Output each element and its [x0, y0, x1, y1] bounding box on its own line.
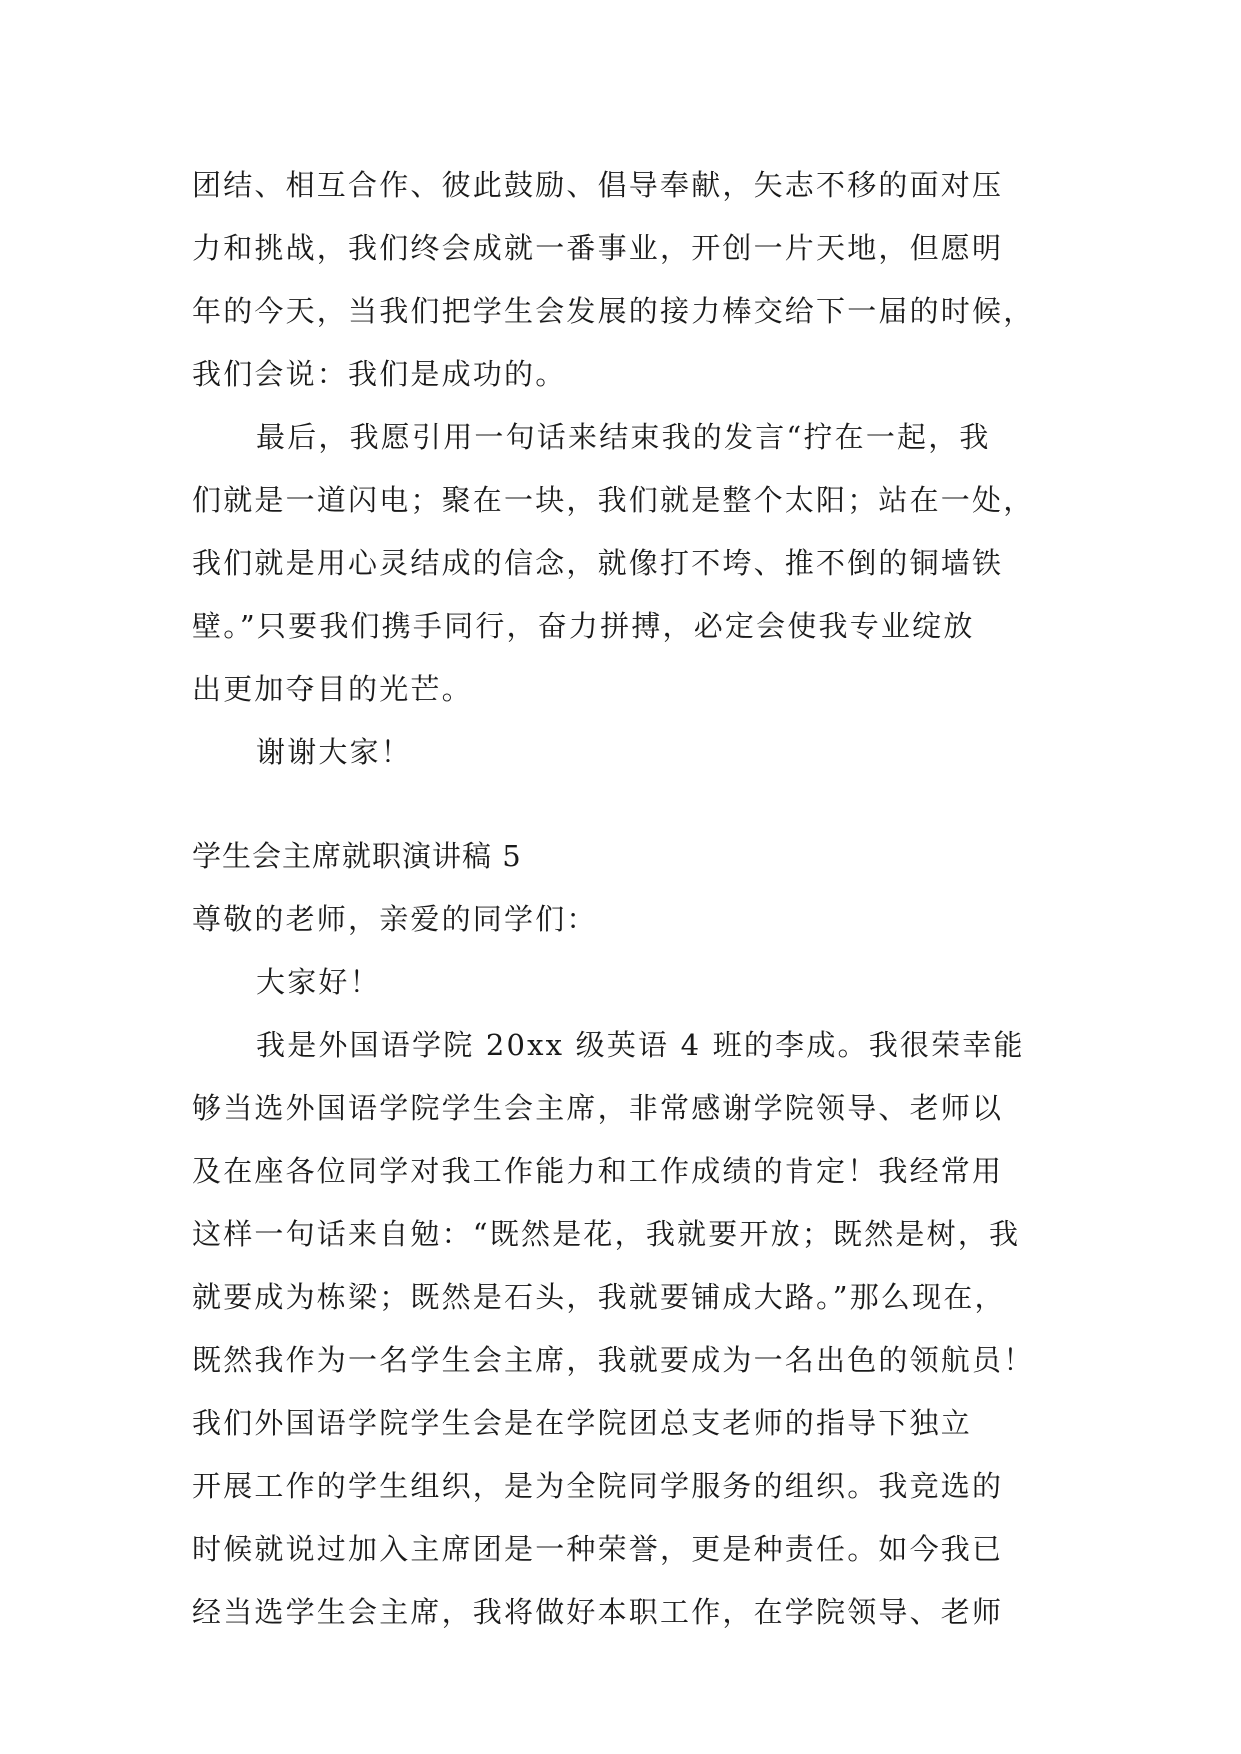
salutation: 尊敬的老师，亲爱的同学们：	[192, 902, 598, 936]
body-text-line: 力和挑战，我们终会成就一番事业，开创一片天地，但愿明	[192, 231, 1004, 265]
body-text-line: 我们就是用心灵结成的信念，就像打不垮、推不倒的铜墙铁	[192, 546, 1004, 580]
closing-thanks: 谢谢大家！	[256, 735, 413, 769]
section-title: 学生会主席就职演讲稿 5	[192, 839, 522, 873]
body-text-line: 经当选学生会主席，我将做好本职工作，在学院领导、老师	[192, 1595, 1004, 1629]
body-text-line: 我们外国语学院学生会是在学院团总支老师的指导下独立	[192, 1406, 973, 1440]
body-text-line: 就要成为栋梁；既然是石头，我就要铺成大路。”那么现在，	[192, 1280, 1006, 1314]
greeting: 大家好！	[256, 965, 381, 999]
body-text-line: 团结、相互合作、彼此鼓励、倡导奉献，矢志不移的面对压	[192, 168, 1004, 202]
paragraph-first-line: 我是外国语学院 20xx 级英语 4 班的李成。我很荣幸能	[256, 1028, 1025, 1062]
body-text-line: 够当选外国语学院学生会主席，非常感谢学院领导、老师以	[192, 1091, 1004, 1125]
body-text-line: 我们会说：我们是成功的。	[192, 357, 567, 391]
body-text-line: 这样一句话来自勉：“既然是花，我就要开放；既然是树，我	[192, 1217, 1021, 1251]
paragraph-first-line: 最后，我愿引用一句话来结束我的发言“拧在一起，我	[256, 420, 991, 454]
body-text-line: 及在座各位同学对我工作能力和工作成绩的肯定！我经常用	[192, 1154, 1004, 1188]
body-text-line: 们就是一道闪电；聚在一块，我们就是整个太阳；站在一处，	[192, 483, 1035, 517]
body-text-line: 年的今天，当我们把学生会发展的接力棒交给下一届的时候，	[192, 294, 1035, 328]
body-text-line: 出更加夺目的光芒。	[192, 672, 473, 706]
body-text-line: 时候就说过加入主席团是一种荣誉，更是种责任。如今我已	[192, 1532, 1004, 1566]
body-text-line: 既然我作为一名学生会主席，我就要成为一名出色的领航员！	[192, 1343, 1035, 1377]
body-text-line: 壁。”只要我们携手同行，奋力拼搏，必定会使我专业绽放	[192, 609, 975, 643]
body-text-line: 开展工作的学生组织，是为全院同学服务的组织。我竞选的	[192, 1469, 1004, 1503]
